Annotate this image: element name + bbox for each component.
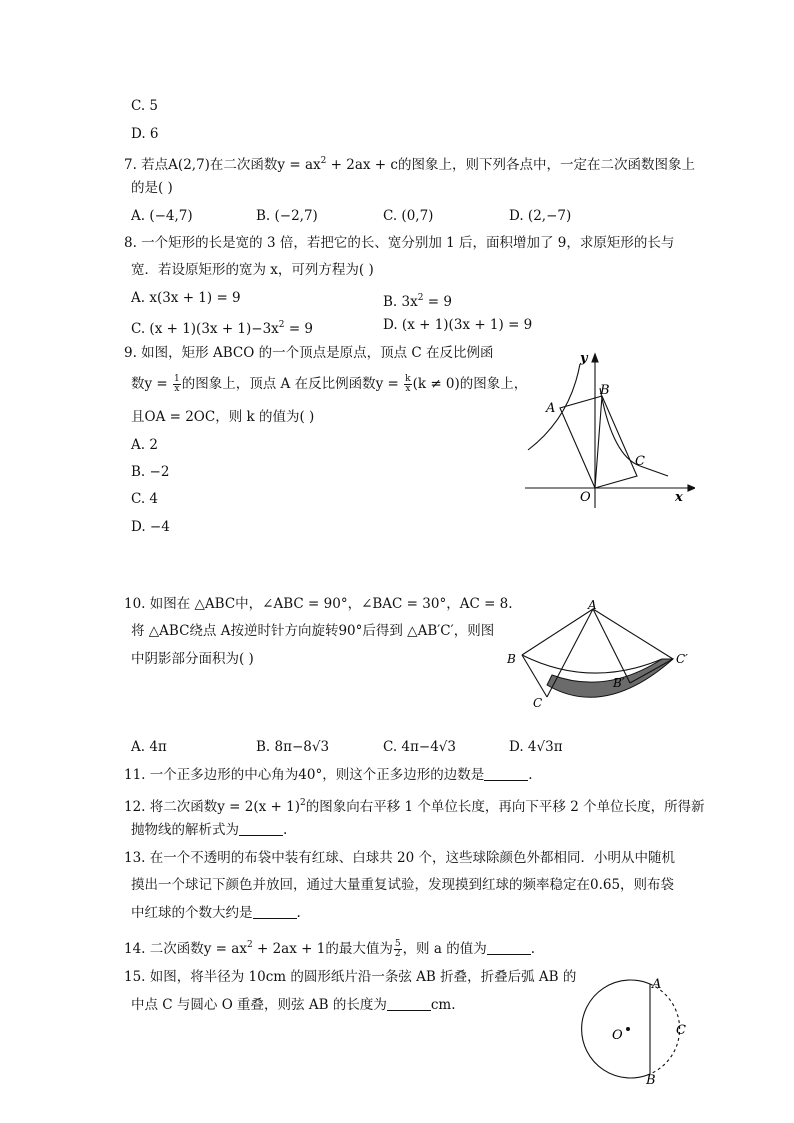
q9-frac2-den: x [405, 384, 411, 394]
q13-stem-line3 [131, 904, 301, 922]
label-o: O [580, 490, 591, 505]
q14-end: . [530, 941, 535, 957]
answer-blank[interactable] [487, 941, 531, 955]
answer-blank[interactable] [239, 822, 283, 836]
q7-stem-line1 [124, 152, 695, 174]
q7-stem-b: + 2ax + c的图象上，则下列各点中，一定在二次函数图象上 [326, 157, 695, 173]
q10-option-d: D. 4√3π [509, 739, 563, 755]
q11-stem [124, 766, 533, 784]
q11-pre: 11. 一个正多边形的中心角为40°，则这个正多边形的边数是 [124, 767, 485, 783]
q12-sup: 2 [300, 798, 306, 808]
label-a: A [546, 401, 556, 416]
q9-figure [520, 348, 695, 513]
label-b: B [507, 652, 516, 666]
segment-ab [522, 609, 593, 655]
segment-bc [522, 655, 547, 697]
q8-b-post: = 9 [423, 294, 452, 310]
q6-option-c: C. 5 [131, 98, 159, 114]
q9-stem-line3: 且OA = 2OC，则 k 的值为( ) [131, 409, 315, 425]
q14-frac [394, 940, 402, 959]
q9-option-d: D. −4 [131, 519, 170, 535]
q13-stem-line2: 摸出一个球记下颜色并放回，通过大量重复试验，发现摸到红球的频率稳定在0.65，则布袋 [131, 877, 675, 893]
q8-c-pre: C. (x + 1)(3x + 1)−3x [131, 321, 279, 337]
q8-b-pre: B. 3x [383, 294, 418, 310]
q9-frac-1 [173, 375, 181, 394]
q10-option-c: C. 4π−4√3 [383, 739, 456, 755]
q10-figure [500, 597, 700, 715]
q9-frac1-num: 1 [174, 374, 180, 384]
q10-stem-line1: 10. 如图在 △ABC中，∠ABC = 90°，∠BAC = 30°，AC = 8. [124, 596, 513, 612]
q9-option-b: B. −2 [131, 464, 170, 480]
label-a: A [588, 598, 597, 612]
x-axis-arrow-icon [688, 485, 695, 491]
label-b: B [646, 1073, 656, 1088]
q12-l2-post: . [283, 822, 288, 838]
q7-option-c: C. (0,7) [383, 208, 434, 224]
q14-sup: 2 [246, 940, 253, 950]
answer-blank[interactable] [387, 997, 431, 1011]
label-b: B [600, 383, 610, 398]
q10-stem-line3: 中阴影部分面积为( ) [131, 651, 254, 667]
q9-option-c: C. 4 [131, 491, 159, 507]
q8-stem-line1: 8. 一个矩形的长是宽的 3 倍，若把它的长、宽分别加 1 后，面积增加了 9，求原矩形的长与 [124, 235, 675, 251]
answer-blank[interactable] [253, 905, 297, 919]
q12-stem-line2 [131, 821, 287, 839]
q14-post: ，则 a 的值为 [402, 941, 487, 957]
q14-mid: + 2ax + 1的最大值为 [252, 941, 393, 957]
label-c-prime: C′ [676, 652, 688, 666]
q9-option-a: A. 2 [131, 437, 158, 453]
q12-pre: 12. 将二次函数y = 2(x + 1) [124, 799, 301, 815]
q15-l2-post: cm. [430, 997, 456, 1013]
label-y: y [580, 351, 588, 366]
q9-stem-line2 [131, 375, 527, 394]
q10-stem-line2: 将 △ABC绕点 A按逆时针方向旋转90°后得到 △AB′C′，则图 [131, 623, 495, 639]
q11-post: . [528, 767, 533, 783]
q14-stem [124, 936, 535, 959]
q8-option-d: D. (x + 1)(3x + 1) = 9 [383, 317, 533, 333]
label-o: O [612, 1028, 623, 1043]
diagonal-ob [595, 396, 602, 488]
q9-l2b: 的图象上，顶点 A 在反比例函数y = [181, 376, 404, 392]
q8-c-post: = 9 [284, 321, 314, 337]
q8-option-b [383, 289, 452, 311]
q8-c-sup: 2 [278, 320, 285, 330]
q13-stem-line1: 13. 在一个不透明的布袋中装有红球、白球共 20 个，这些球除颜色外都相同．小明从中随机 [124, 850, 676, 866]
q9-l2a: 数y = [131, 376, 173, 392]
q12-l2-pre: 抛物线的解析式为 [131, 822, 239, 838]
label-c: C [676, 1023, 686, 1038]
q10-option-a: A. 4π [131, 739, 167, 755]
q9-l2c: (k ≠ 0)的图象上， [412, 376, 528, 392]
q12-mid: 的图象向右平移 1 个单位长度，再向下平移 2 个单位长度，所得新 [305, 799, 705, 815]
q7-stem-line2: 的是( ) [131, 180, 173, 196]
q10-option-b: B. 8π−8√3 [256, 739, 330, 755]
q8-stem-line2: 宽．若设原矩形的宽为 x，可列方程为( ) [131, 262, 374, 278]
answer-blank[interactable] [484, 767, 528, 781]
q9-frac2-num: k [405, 374, 411, 384]
q14-frac-den: 2 [394, 949, 401, 959]
q14-frac-num: 5 [394, 939, 401, 949]
label-c: C [533, 696, 543, 710]
q9-stem-line1: 9. 如图，矩形 ABCO 的一个顶点是原点，顶点 C 在反比例函 [124, 345, 494, 361]
q8-b-sup: 2 [417, 293, 424, 303]
q9-frac1-den: x [174, 384, 180, 394]
q7-option-d: D. (2,−7) [509, 208, 572, 224]
q7-stem-a: 7. 若点A(2,7)在二次函数y = ax [124, 157, 321, 173]
q15-figure [576, 972, 696, 1090]
q13-l3-pre: 中红球的个数大约是 [131, 905, 253, 921]
q15-stem-line2 [131, 996, 455, 1014]
q8-option-a: A. x(3x + 1) = 9 [131, 290, 241, 306]
q6-option-d: D. 6 [131, 126, 159, 142]
q9-frac-2 [404, 375, 411, 394]
q13-l3-post: . [296, 905, 301, 921]
q8-option-c [131, 316, 313, 338]
label-x: x [675, 490, 683, 505]
q7-sup: 2 [320, 156, 327, 166]
q15-stem-line1: 15. 如图，将半径为 10cm 的圆形纸片沿一条弦 AB 折叠，折叠后弧 AB 的 [124, 969, 577, 985]
q15-l2-pre: 中点 C 与圆心 O 重叠，则弦 AB 的长度为 [131, 997, 387, 1013]
q7-option-b: B. (−2,7) [256, 208, 318, 224]
q12-stem-line1 [124, 794, 705, 816]
label-b-prime: B′ [613, 676, 625, 690]
label-a: A [652, 977, 662, 992]
hyperbola-right [600, 388, 668, 476]
shaded-region [547, 659, 673, 697]
q14-pre: 14. 二次函数y = ax [124, 941, 247, 957]
q7-option-a: A. (−4,7) [131, 208, 193, 224]
center-point [626, 1027, 630, 1031]
y-axis-arrow-icon [592, 354, 598, 362]
label-c: C [635, 454, 645, 469]
